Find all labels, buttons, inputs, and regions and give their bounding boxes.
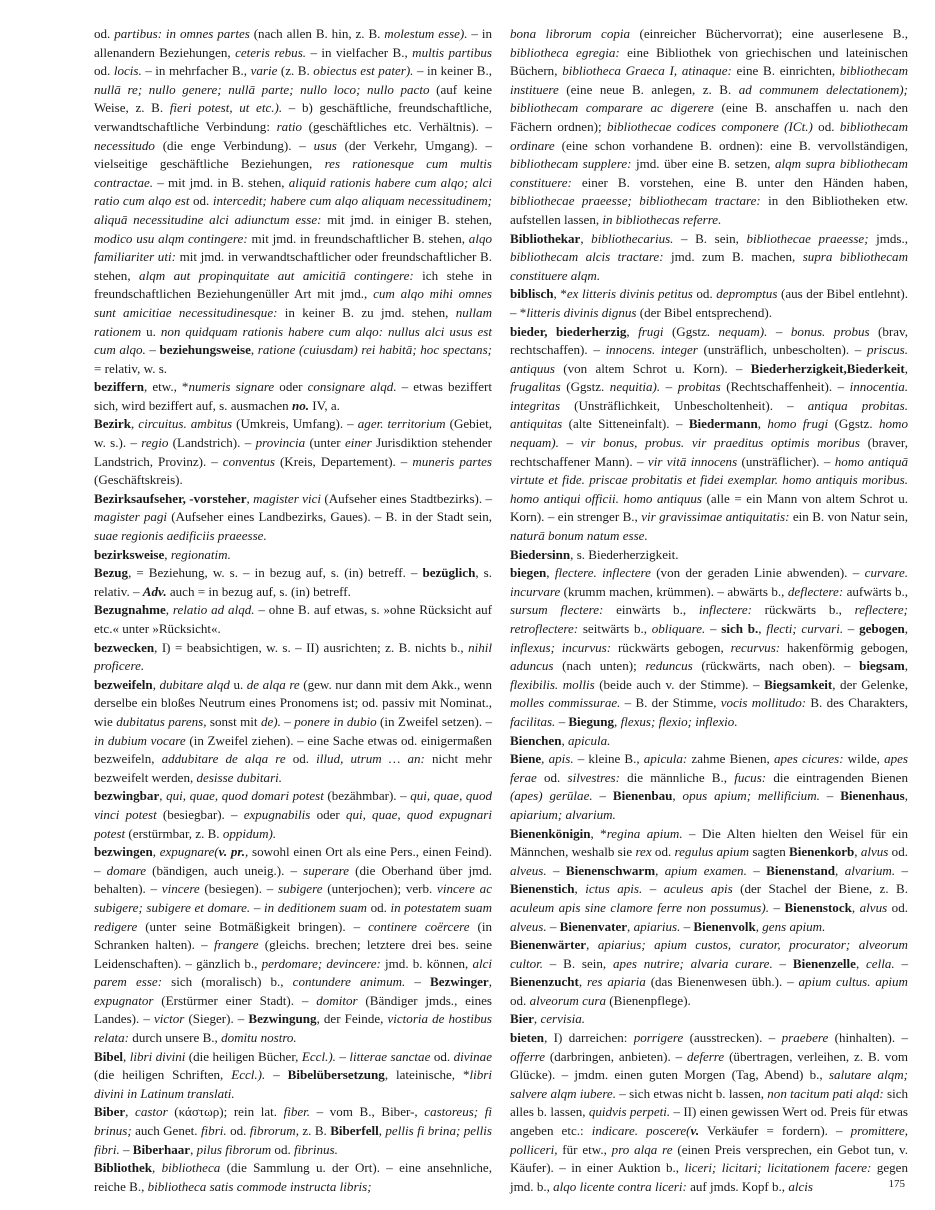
dictionary-entry: Biber, castor (κάστωρ); rein lat. fiber. – vom B., Biber-, castoreus; fi brinus; auch Genet. fibri. od. fibrorum, z. B. Biberfell, pellis fi brina; pellis fibri. – Biberhaar, pilus fibrorum od. fibrinus.	[94, 1104, 492, 1157]
right-column	[510, 25, 908, 1196]
dictionary-entry: Bezirk, circuitus. ambitus (Umkreis, Umfang). – ager. territorium (Gebiet, w. s.). – regio (Landstrich). – provincia (unter einer Jurisdiktion stehender Landstrich, Provinz). – conventus (Kreis, Departement). – muneris partes (Geschäftskreis).	[94, 416, 493, 488]
dictionary-entry: Biene, apis. – kleine B., apicula: zahme Bienen, apes cicures: wilde, apes ferae od. silvestres: die männliche B., fucus: die eintragenden Bienen (apes) gerūlae. – Bienenbau, opus apium; mellificium. – Bienenhaus, apiarium; alvarium.	[510, 751, 908, 822]
dictionary-entry: bezwingen, expugnare(v. pr., sowohl einen Ort als eine Pers., einen Feind). – domare (bändigen, auch uneig.). – superare (die Oberhand über jmd. behalten). – vincere (besiegen). – subigere (unterjochen); verb. vincere ac subigere; subigere et domare. – in deditionem suam od. in potestatem suam redigere (unter seine Botmäßigkeit bringen). – continere coërcere (in Schranken halten). – frangere (gleichs. brechen; letztere drei bes. seine Leidenschaften). – gänzlich b., perdomare; devincere: jmd. b. können, alci parem esse: sich (moralisch) b., contundere animum. – Bezwinger, expugnator (Erstürmer einer Stadt). – domitor (Bändiger jmds., eines Landes). – victor (Sieger). – Bezwingung, der Feinde, victoria de hostibus relata: durch unsere B., domitu nostro.	[94, 844, 493, 1046]
dictionary-entry: Bezugnahme, relatio ad alqd. – ohne B. auf etwas, s. »ohne Rücksicht auf etc.« unter »Rücksicht«.	[94, 602, 492, 636]
dictionary-entry: Bibliothekar, bibliothecarius. – B. sein, bibliothecae praeesse; jmds., bibliothecam alcis tractare: jmd. zum B. machen, supra bibliothecam constituere alqm.	[510, 230, 909, 283]
dictionary-entry: biblisch, *ex litteris divinis petitus od. depromptus (aus der Bibel entlehnt). – *litteris divinis dignus (der Bibel entsprechend).	[510, 286, 908, 320]
page-number: 175	[888, 1178, 905, 1190]
dictionary-entry: bieten, I) darreichen: porrigere (ausstrecken). – praebere (hinhalten). – offerre (darbringen, anbieten). – deferre (übertragen, verleihen, z. B. vom Glücke). – jmdm. einen guten Morgen (Tag, Abend) b., salutare alqm; salvere alqm iubere. – sich etwas nicht b. lassen, non tacitum pati alqd: sich alles b. lassen, quidvis perpeti. – II) einen gewissen Wert od. Preis für etwas angeben etc.: indicare. poscere(v. Verkäufer = fordern). – promittere, polliceri, für etw., pro alqa re (einen Preis versprechen, ein Gebot tun, v. Käufer). – in einer Auktion b., liceri; licitari; licitationem facere: gegen jmd. b., alqo licente contra liceri: auf jmds. Kopf b., alcis	[510, 1030, 909, 1194]
dictionary-entry: bezweifeln, dubitare alqd u. de alqa re (gew. nur dann mit dem Akk., wenn derselbe ein bloßes Neutrum eines Pronomens ist; od. passiv mit Nominat., wie dubitatus parens, sonst mit de). – ponere in dubio (in Zweifel setzen). – in dubium vocare (in Zweifel ziehen). – eine Sache etwas od. einigermaßen bezweifeln, addubitare de alqa re od. illud, utrum … an: nicht mehr bezweifelt werden, desisse dubitari.	[94, 676, 493, 785]
dictionary-entry: beziffern, etw., *numeris signare oder consignare alqd. – etwas beziffert sich, wird beziffert auf, s. ausmachen no. IV, a.	[94, 379, 492, 413]
dictionary-entry: od. partibus: in omnes partes (nach allen B. hin, z. B. molestum esse). – in allenandern Beziehungen, ceteris rebus. – in vielfacher B., multis partibus od. locis. – in mehrfacher B., varie (z. B. obiectus est pater). – in keiner B., nullā re; nullo genere; nullā parte; nullo loco; nullo pacto (auf keine Weise, z. B. fieri potest, ut etc.). – b) geschäftliche, freundschaftliche, verwandtschaftliche Verbindung: ratio (geschäftliches etc. Verhältnis). – necessitudo (die enge Verbindung). – usus (der Verkehr, Umgang). – vielseitige geschäftliche Beziehungen, res rationesque cum multis contractae. – mit jmd. in B. stehen, aliquid rationis habere cum alqo; alci ratio cum alqo est od. intercedit; habere cum alqo aliquam necessitudinem; aliquā necessitudine alci adiunctum esse: mit jmd. in einiger B. stehen, modico usu alqm contingere: mit jmd. in freundschaftlicher B. stehen, alqo familiariter uti: mit jmd. in verwandtschaftlicher oder freundschaftlicher B. stehen, alqm aut propinquitate aut amicitiā contingere: ich stehe in freundschaftlichen Beziehungenüller Art mit jmd., cum alqo mihi omnes sunt amicitiae necessitudinesque: in keiner B. zu jmd. stehen, nullam rationem u. non quidquam rationis habere cum alqo: nullus alci usus est cum alqo. – beziehungsweise, ratione (cuiusdam) rei habitā; hoc spectans; = relativ, w. s.	[94, 26, 493, 376]
dictionary-entry: bona librorum copia (einreicher Büchervorrat); eine auserlesene B., bibliotheca egregia: eine Bibliothek von griechischen und lateinischen Büchern, bibliotheca Graeca I, atinaque: eine B. einrichten, bibliothecam instituere (eine neue B. anlegen, z. B. ad communem delectationem); bibliothecam comparare ac digerere (eine B. anschaffen u. nach den Fächern ordnen); bibliothecae codices componere (ICt.) od. bibliothecam ordinare (eine schon vorhandene B. ordnen): eine B. vervollständigen, bibliothecam supplere: jmd. über eine B. setzen, alqm supra bibliothecam constituere: einer B. vorstehen, eine B. unter den Händen haben, bibliothecae praeesse; bibliothecam tractare: in den Bibliotheken etw. aufstellen lassen, in bibliothecas referre.	[510, 26, 909, 227]
left-column	[94, 25, 492, 1196]
dictionary-entry: Biedersinn, s. Biederherzigkeit.	[510, 546, 679, 562]
dictionary-entry: bieder, biederherzig, frugi (Ggstz. nequam). – bonus. probus (brav, rechtschaffen). – innocens. integer (unsträflich, unbescholten). – priscus. antiquus (von altem Schrot u. Korn). – Biederherzigkeit,Biederkeit, frugalitas (Ggstz. nequitia). – probitas (Rechtschaffenheit). – innocentia. integritas (Unsträflichkeit, Unbescholtenheit). – antiqua probitas. antiquitas (alte Sitteneinfalt). – Biedermann, homo frugi (Ggstz. homo nequam). – vir bonus, probus. vir praeditus optimis moribus (braver, rechtschaffener Mann). – vir vitā innocens (unsträflicher). – homo antiquā virtute et fide. priscae probitatis et fidei exemplar. homo antiquis moribus. homo antiqui officii. homo antiquus (alle = ein Mann von altem Schrot u. Korn). – ein strenger B., vir gravissimae antiquitatis: ein B. von Natur sein, naturā bonum natum esse.	[510, 323, 909, 544]
dictionary-entry: Bibel, libri divini (die heiligen Bücher, Eccl.). – litterae sanctae od. divinae (die heiligen Schriften, Eccl.). – Bibelübersetzung, lateinische, *libri divini in Latinum translati.	[94, 1048, 493, 1101]
dictionary-entry: Bier, cervisia.	[510, 1011, 586, 1027]
dictionary-entry: Bezug, = Beziehung, w. s. – in bezug auf, s. (in) betreff. – bezüglich, s. relativ. – Adv. auch = in bezug auf, s. (in) betreff.	[94, 565, 492, 599]
dictionary-entry: bezwingbar, qui, quae, quod domari potest (bezähmbar). – qui, quae, quod vinci potest (besiegbar). – expugnabilis oder qui, quae, quod expugnari potest (erstürmbar, z. B. oppidum).	[94, 788, 493, 841]
dictionary-entry: Bienchen, apicula.	[510, 732, 611, 748]
dictionary-entry: Bezirksaufseher, -vorsteher, magister vici (Aufseher eines Stadtbezirks). – magister pagi (Aufseher eines Landbezirks, Gaues). – B. in der Stadt sein, suae regionis aedificiis praeesse.	[94, 490, 492, 544]
dictionary-entry: bezirksweise, regionatim.	[94, 546, 231, 562]
dictionary-entry: Bienenwärter, apiarius; apium custos, curator, procurator; alveorum cultor. – B. sein, apes nutrire; alvaria curare. – Bienenzelle, cella. – Bienenzucht, res apiaria (das Bienenwesen übh.). – apium cultus. apium od. alveorum cura (Bienenpflege).	[510, 937, 908, 1008]
dictionary-entry: bezwecken, I) = beabsichtigen, w. s. – II) ausrichten; z. B. nichts b., nihil proficere.	[94, 639, 492, 674]
dictionary-entry: biegen, flectere. inflectere (von der geraden Linie abwenden). – curvare. incurvare (krumm machen, krümmen). – abwärts b., deflectere: aufwärts b., sursum flectere: einwärts b., inflectere: rückwärts b., reflectere; retroflectere: seitwärts b., obliquare. – sich b., flecti; curvari. – gebogen, inflexus; incurvus: rückwärts gebogen, recurvus: hakenförmig gebogen, aduncus (nach unten); reduncus (rückwärts, nach oben). – biegsam, flexibilis. mollis (beide auch v. der Stimme). – Biegsamkeit, der Gelenke, molles commissurae. – B. der Stimme, vocis mollitudo: B. des Charakters, facilitas. – Biegung, flexus; flexio; inflexio.	[510, 565, 909, 729]
dictionary-entry: Bienenkönigin, *regina apium. – Die Alten hielten den Weisel für ein Männchen, weshalb sie rex od. regulus apium sagten Bienenkorb, alvus od. alveus. – Bienenschwarm, apium examen. – Bienenstand, alvarium. – Bienenstich, ictus apis. – aculeus apis (der Stachel der Biene, z. B. aculeum apis sine clamore ferre non possumus). – Bienenstock, alvus od. alveus. – Bienenvater, apiarius. – Bienenvolk, gens apium.	[510, 825, 908, 934]
dictionary-entry: Bibliothek, bibliotheca (die Sammlung u. der Ort). – eine ansehnliche, reiche B., bibliotheca satis commode instructa libris;	[94, 1160, 492, 1194]
